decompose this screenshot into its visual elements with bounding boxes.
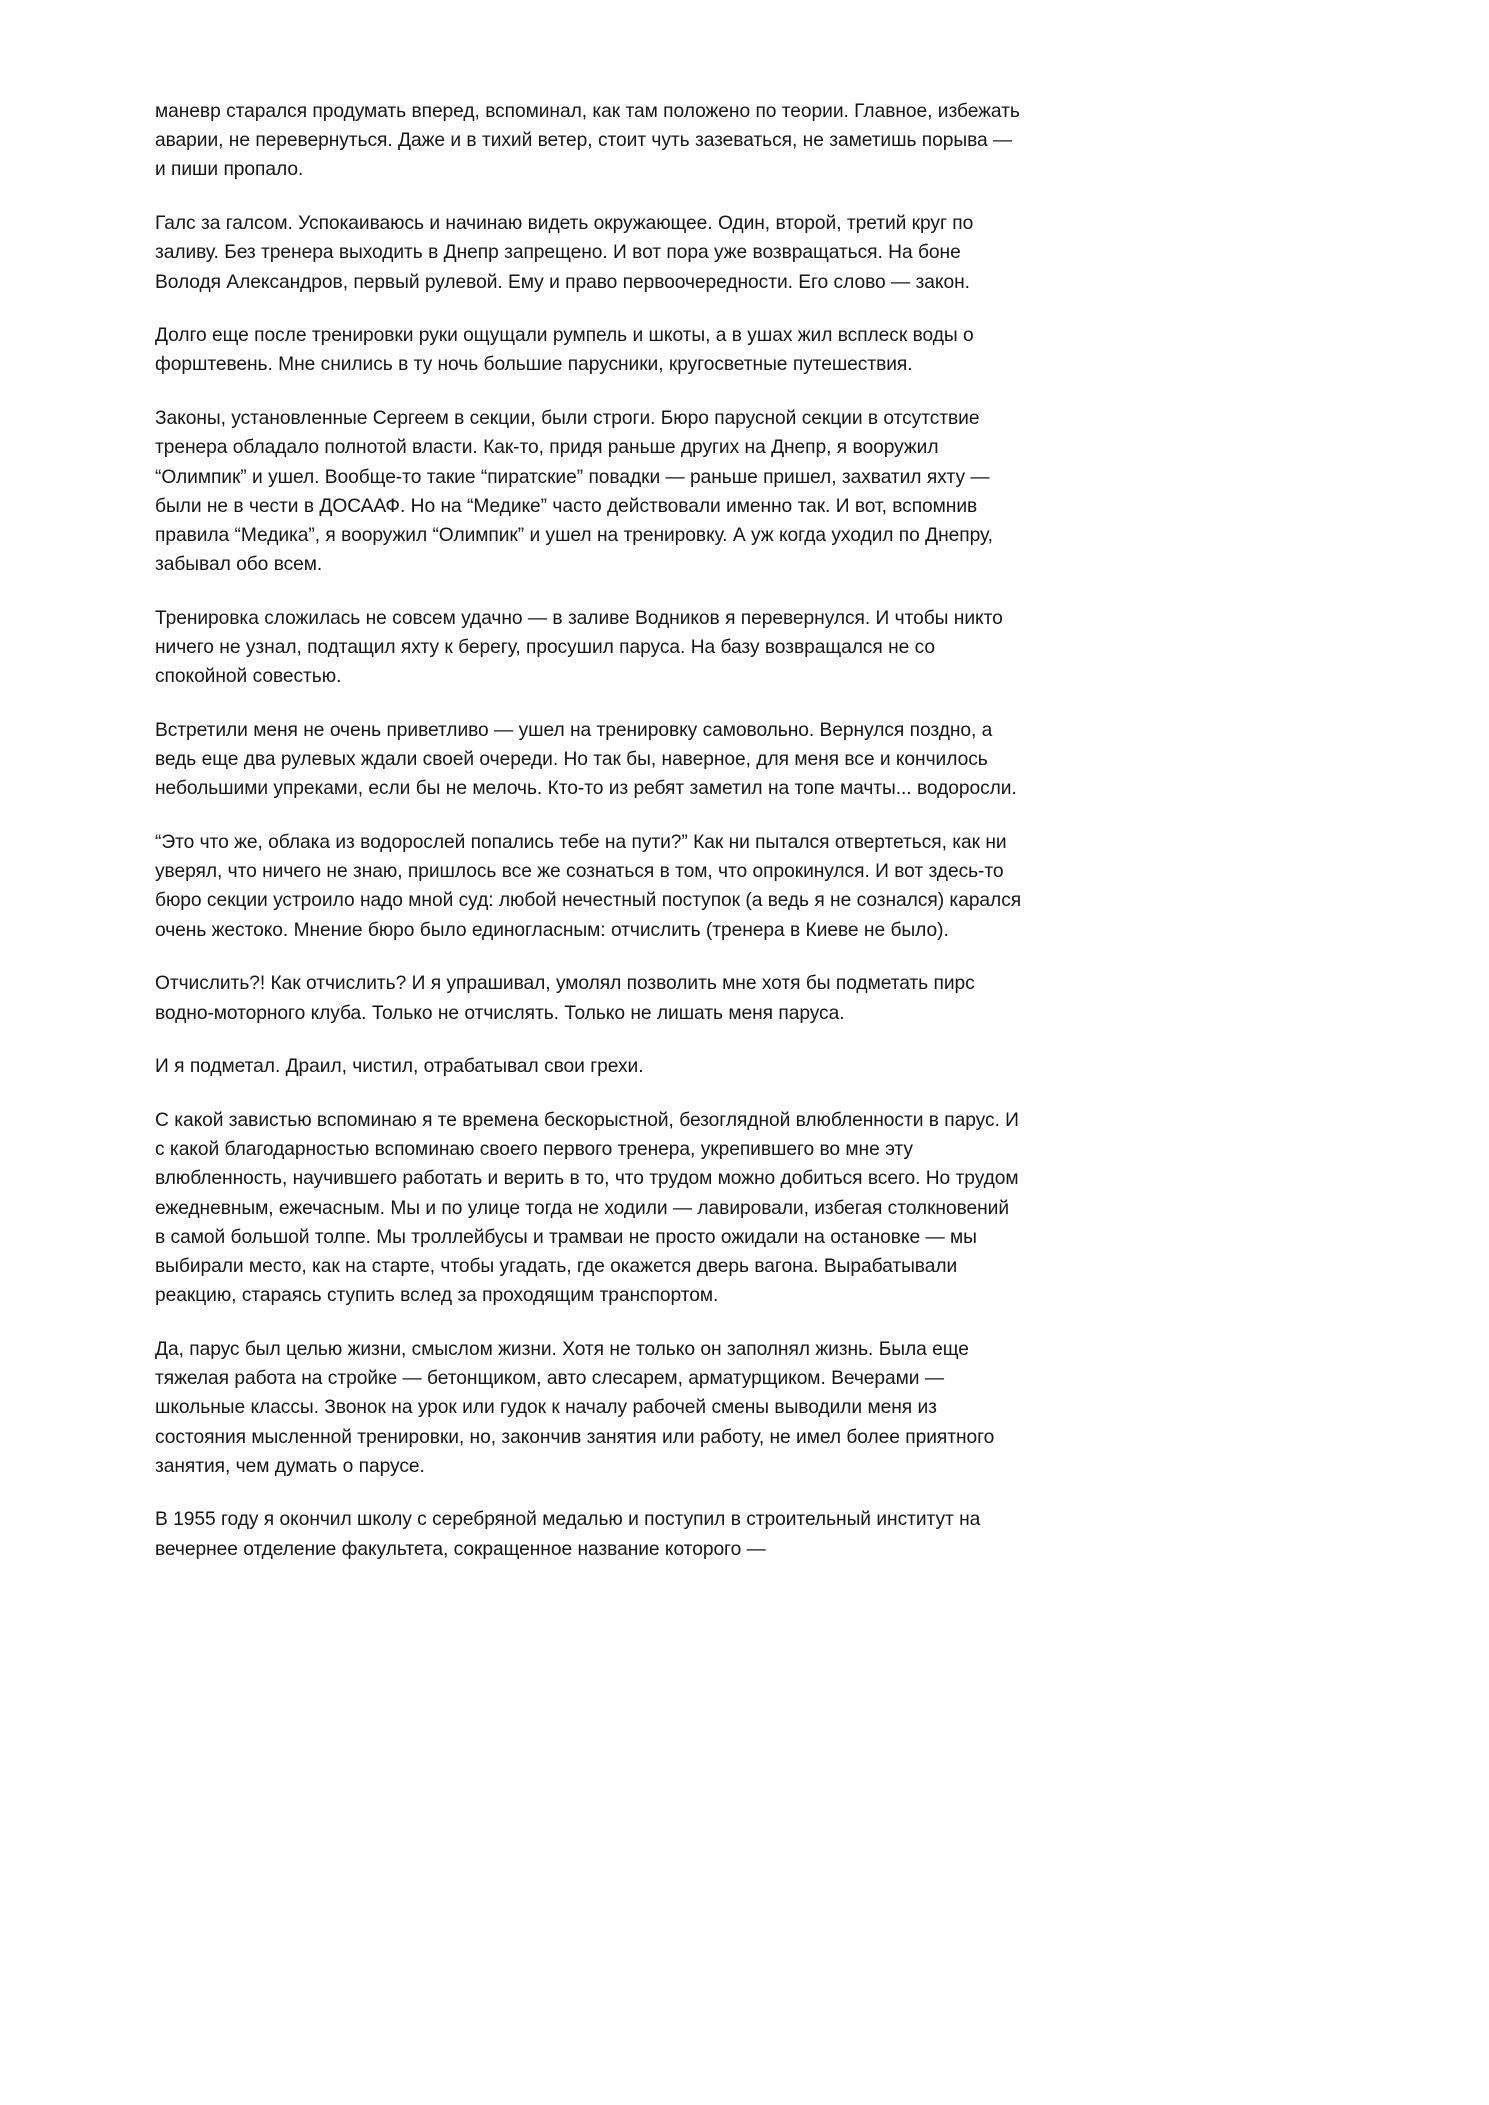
paragraph: И я подметал. Драил, чистил, отрабатывал свои грехи.: [155, 1056, 644, 1078]
paragraph: В 1955 году я окончил школу с серебряной медалью и поступил в строительный институт на вечернее отделение факультета, сокращенное название которого —: [155, 1509, 981, 1560]
paragraph: Да, парус был целью жизни, смыслом жизни. Хотя не только он заполнял жизнь. Была еще тяжелая работа на стройке — бетонщиком, авто слесарем, арматурщиком. Вечерами — школьные классы. Звонок на урок или гудок к началу рабочей смены выводили меня из состояния мысленной тренировки, но, закончив занятия или работу, не имел более приятного занятия, чем думать о парусе.: [155, 1338, 995, 1477]
body-text-column: [155, 97, 1023, 1564]
paragraph: С какой завистью вспоминаю я те времена бескорыстной, безоглядной влюбленности в парус. И с какой благодарностью вспоминаю своего первого тренера, укрепившего во мне эту влюбленность, научившего работать и верить в то, что трудом можно добиться всего. Но трудом ежедневным, ежечасным. Мы и по улице тогда не ходили — лавировали, избегая столкновений в самой большой толпе. Мы троллейбусы и трамваи не просто ожидали на остановке — мы выбирали место, как на старте, чтобы угадать, где окажется дверь вагона. Вырабатывали реакцию, стараясь ступить вслед за проходящим транспортом.: [155, 1109, 1019, 1307]
paragraph: Встретили меня не очень приветливо — ушел на тренировку самовольно. Вернулся поздно, а ведь еще два рулевых ждали своей очереди. Но так бы, наверное, для меня все и кончилось небольшими упреками, если бы не мелочь. Кто-то из ребят заметил на топе мачты... водоросли.: [155, 719, 1017, 800]
paragraph: маневр старался продумать вперед, вспоминал, как там положено по теории. Главное, избежать аварии, не перевернуться. Даже и в тихий ветер, стоит чуть зазеваться, не заметишь порыва — и пиши пропало.: [155, 101, 1020, 181]
paragraph: “Это что же, облака из водорослей попались тебе на пути?” Как ни пытался отвертеться, как ни уверял, что ничего не знаю, пришлось все же сознаться в том, что опрокинулся. И вот здесь-то бюро секции устроило надо мной суд: любой нечестный поступок (а ведь я не сознался) карался очень жестоко. Мнение бюро было единогласным: отчислить (тренера в Киеве не было).: [155, 832, 1022, 941]
paragraph: Законы, установленные Сергеем в секции, были строги. Бюро парусной секции в отсутствие тренера обладало полнотой власти. Как-то, придя раньше других на Днепр, я вооружил “Олимпик” и ушел. Вообще-то такие “пиратские” повадки — раньше пришел, захватил яхту — были не в чести в ДОСААФ. Но на “Медике” часто действовали именно так. И вот, вспомнив правила “Медика”, я вооружил “Олимпик” и ушел на тренировку. А уж когда уходил по Днепру, забывал обо всем.: [155, 408, 993, 576]
paragraph: Тренировка сложилась не совсем удачно — в заливе Водников я перевернулся. И чтобы никто ничего не узнал, подтащил яхту к берегу, просушил паруса. На базу возвращался не со спокойной совестью.: [155, 607, 1003, 688]
paragraph: Галс за галсом. Успокаиваюсь и начинаю видеть окружающее. Один, второй, третий круг по заливу. Без тренера выходить в Днепр запрещено. И вот пора уже возвращаться. На боне Володя Александров, первый рулевой. Ему и право первоочередности. Его слово — закон.: [155, 213, 974, 293]
paragraph: Отчислить?! Как отчислить? И я упрашивал, умолял позволить мне хотя бы подметать пирс водно-моторного клуба. Только не отчислять. Только не лишать меня паруса.: [155, 973, 975, 1024]
paragraph: Долго еще после тренировки руки ощущали румпель и шкоты, а в ушах жил всплеск воды о форштевень. Мне снились в ту ночь большие парусники, кругосветные путешествия.: [155, 325, 974, 376]
